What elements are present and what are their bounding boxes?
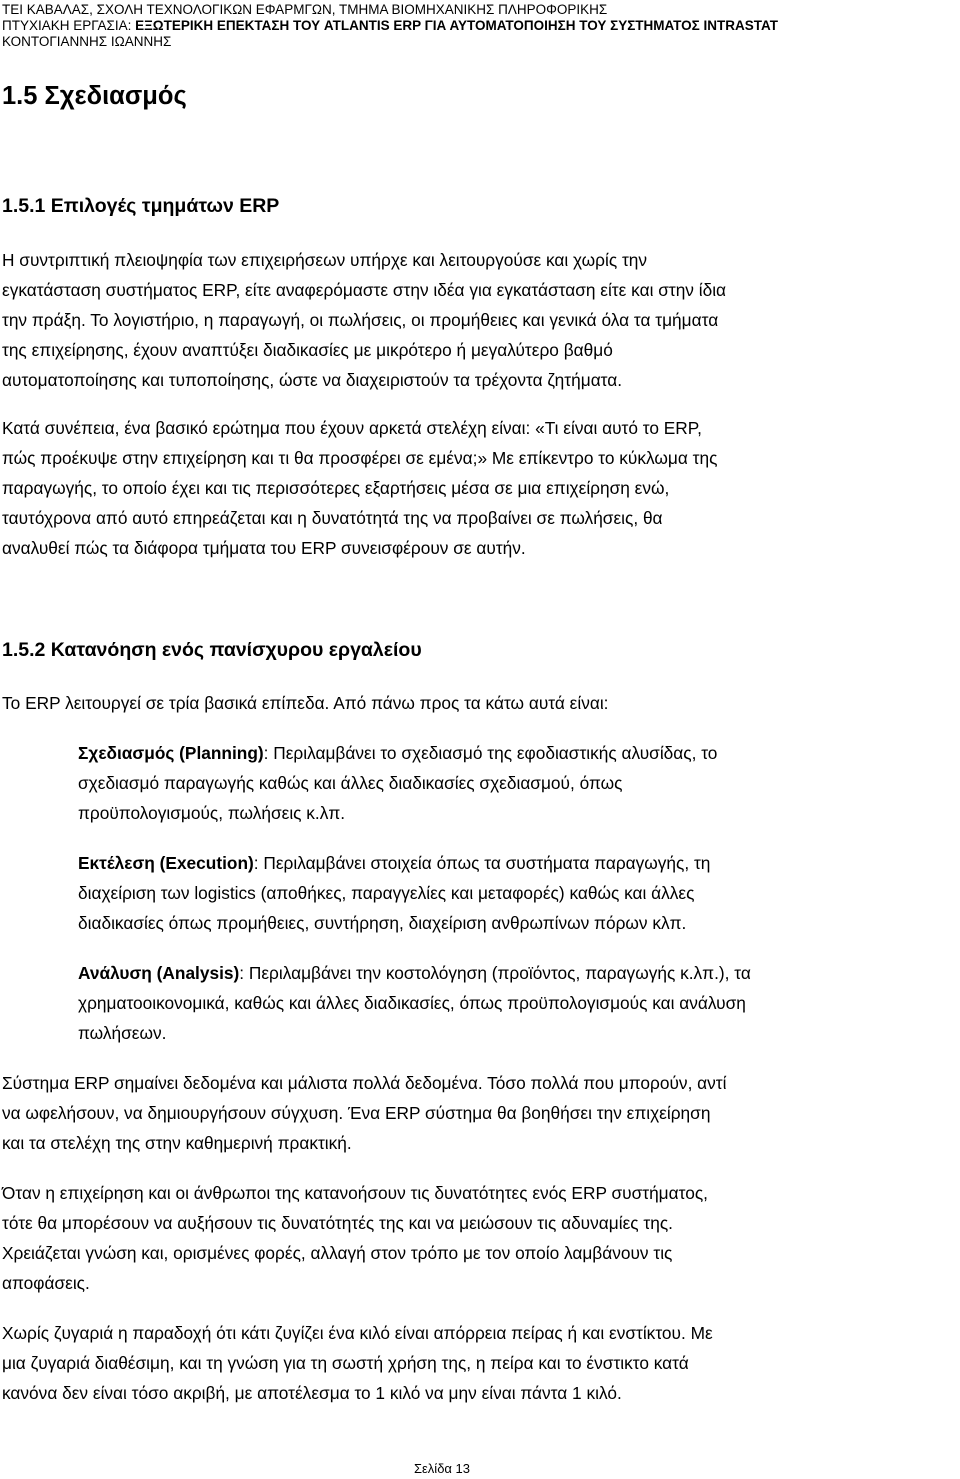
subsection-heading-powerful-tool: 1.5.2 Κατανόηση ενός πανίσχυρου εργαλείου — [2, 639, 422, 661]
text-line: ταυτόχρονα από αυτό επηρεάζεται και η δυνατότητά της να προβαίνει σε πωλήσεις, θα — [2, 508, 663, 528]
text-line: Το ERP λειτουργεί σε τρία βασικά επίπεδα. Από πάνω προς τα κάτω αυτά είναι: — [2, 693, 609, 713]
text-line: μια ζυγαριά διαθέσιμη, και τη γνώση για τη σωστή χρήση της, η πείρα και το ένστικτο κατά — [2, 1353, 689, 1373]
text-line: κανόνα δεν είναι τόσο ακριβή, με αποτέλεσμα το 1 κιλό να μην είναι πάντα 1 κιλό. — [2, 1383, 622, 1403]
text-line: αποφάσεις. — [2, 1273, 90, 1293]
level-analysis — [78, 958, 958, 1048]
text-line: της επιχείρησης, έχουν αναπτύξει διαδικασίες με μικρότερο ή μεγαλύτερο βαθμό — [2, 340, 613, 360]
paragraph-data — [2, 1068, 958, 1158]
text-line: αυτοματοποίησης και τυποποίησης, ώστε να διαχειριστούν τα τρέχοντα ζητήματα. — [2, 370, 623, 390]
text-line: διαδικασίες όπως προμήθειες, συντήρηση, διαχείριση ανθρωπίνων πόρων κλπ. — [78, 913, 687, 933]
text-line: Κατά συνέπεια, ένα βασικό ερώτημα που έχουν αρκετά στελέχη είναι: «Τι είναι αυτό το ERP, — [2, 418, 702, 438]
text-line: Όταν η επιχείρηση και οι άνθρωποι της κατανοήσουν τις δυνατότητες ενός ERP συστήματος, — [2, 1183, 708, 1203]
subsection-heading-erp-modules: 1.5.1 Επιλογές τμημάτων ERP — [2, 195, 280, 217]
level-term: Εκτέλεση (Execution) — [78, 853, 254, 873]
paragraph-scale-analogy — [2, 1318, 958, 1408]
text-line: χρηματοοικονομικά, καθώς και άλλες διαδικασίες, όπως προϋπολογισμούς και ανάλυση — [78, 993, 746, 1013]
level-execution — [78, 848, 958, 938]
text-line: Σύστημα ERP σημαίνει δεδομένα και μάλιστα πολλά δεδομένα. Τόσο πολλά που μπορούν, αντί — [2, 1073, 727, 1093]
text-line: Χρειάζεται γνώση και, ορισμένες φορές, αλλαγή στον τρόπο με τον οποίο λαμβάνουν τις — [2, 1243, 673, 1263]
text-line: Η συντριπτική πλειοψηφία των επιχειρήσεων υπήρχε και λειτουργούσε και χωρίς την — [2, 250, 648, 270]
header-author: ΚΟΝΤΟΓΙΑΝΝΗΣ ΙΩΑΝΝΗΣ — [2, 34, 172, 49]
text-line: τότε θα μπορέσουν να αυξήσουν τις δυνατότητές της και να μειώσουν τις αδυναμίες της. — [2, 1213, 673, 1233]
text-line: προϋπολογισμούς, πωλήσεις κ.λπ. — [78, 803, 346, 823]
text-line: αναλυθεί πώς τα διάφορα τμήματα του ERP συνεισφέρουν σε αυτήν. — [2, 538, 526, 558]
page-header — [2, 2, 958, 50]
text-line: πωλήσεων. — [78, 1023, 167, 1043]
text-line: σχεδιασμό παραγωγής καθώς και άλλες διαδικασίες σχεδιασμού, όπως — [78, 773, 623, 793]
text-line: πώς προέκυψε στην επιχείρηση και τι θα προσφέρει σε εμένα;» Με επίκεντρο το κύκλωμα της — [2, 448, 718, 468]
page-number: Σελίδα 13 — [413, 1461, 471, 1476]
paragraph-question — [2, 413, 958, 563]
header-thesis-prefix: ΠΤΥΧΙΑΚΗ ΕΡΓΑΣΙΑ: — [2, 18, 136, 33]
text-line: και τα στελέχη της στην καθημερινή πρακτική. — [2, 1133, 352, 1153]
text-line: Εκτέλεση (Execution): Περιλαμβάνει στοιχεία όπως τα συστήματα παραγωγής, τη — [78, 853, 711, 873]
text-line: Ανάλυση (Analysis): Περιλαμβάνει την κοστολόγηση (προϊόντος, παραγωγής κ.λπ.), τα — [78, 963, 751, 983]
paragraph-intro — [2, 245, 958, 395]
header-thesis-title — [2, 18, 958, 34]
text-line: εγκατάσταση συστήματος ERP, είτε αναφερόμαστε στην ιδέα για εγκατάσταση είτε και στην ίδια — [2, 280, 727, 300]
text-line: την πράξη. Το λογιστήριο, η παραγωγή, οι πωλήσεις, οι προμήθειες και γενικά όλα τα τμήματα — [2, 310, 719, 330]
level-term: Σχεδιασμός (Planning) — [78, 743, 264, 763]
section-heading: 1.5 Σχεδιασμός — [2, 82, 187, 110]
text-line: διαχείριση των logistics (αποθήκες, παραγγελίες και μεταφορές) καθώς και άλλες — [78, 883, 695, 903]
paragraph-levels-intro — [2, 688, 958, 718]
header-institution: ΤΕΙ ΚΑΒΑΛΑΣ, ΣΧΟΛΗ ΤΕΧΝΟΛΟΓΙΚΩΝ ΕΦΑΡΜΓΩΝ, ΤΜΗΜΑ ΒΙΟΜΗΧΑΝΙΚΗΣ ΠΛΗΡΟΦΟΡΙΚΗΣ — [2, 2, 608, 17]
text-line: παραγωγής, το οποίο έχει και τις περισσότερες εξαρτήσεις μέσα σε μια επιχείρηση ενώ, — [2, 478, 670, 498]
text-line: να ωφελήσουν, να δημιουργήσουν σύγχυση. Ένα ERP σύστημα θα βοηθήσει την επιχείρηση — [2, 1103, 711, 1123]
level-term: Ανάλυση (Analysis) — [78, 963, 240, 983]
text-line: Σχεδιασμός (Planning): Περιλαμβάνει το σχεδιασμό της εφοδιαστικής αλυσίδας, το — [78, 743, 718, 763]
header-thesis-name: ΕΞΩΤΕΡΙΚΗ ΕΠΕΚΤΑΣΗ ΤΟΥ ATLANTIS ERP ΓΙΑ ΑΥΤΟΜΑΤΟΠΟΙΗΣΗ ΤΟΥ ΣΥΣΤΗΜΑΤΟΣ INTRASTAT — [135, 18, 779, 33]
level-planning — [78, 738, 958, 828]
text-line: Χωρίς ζυγαριά η παραδοχή ότι κάτι ζυγίζει ένα κιλό είναι απόρρεια πείρας ή και ενστίκτου. Με — [2, 1323, 713, 1343]
paragraph-capabilities — [2, 1178, 958, 1298]
